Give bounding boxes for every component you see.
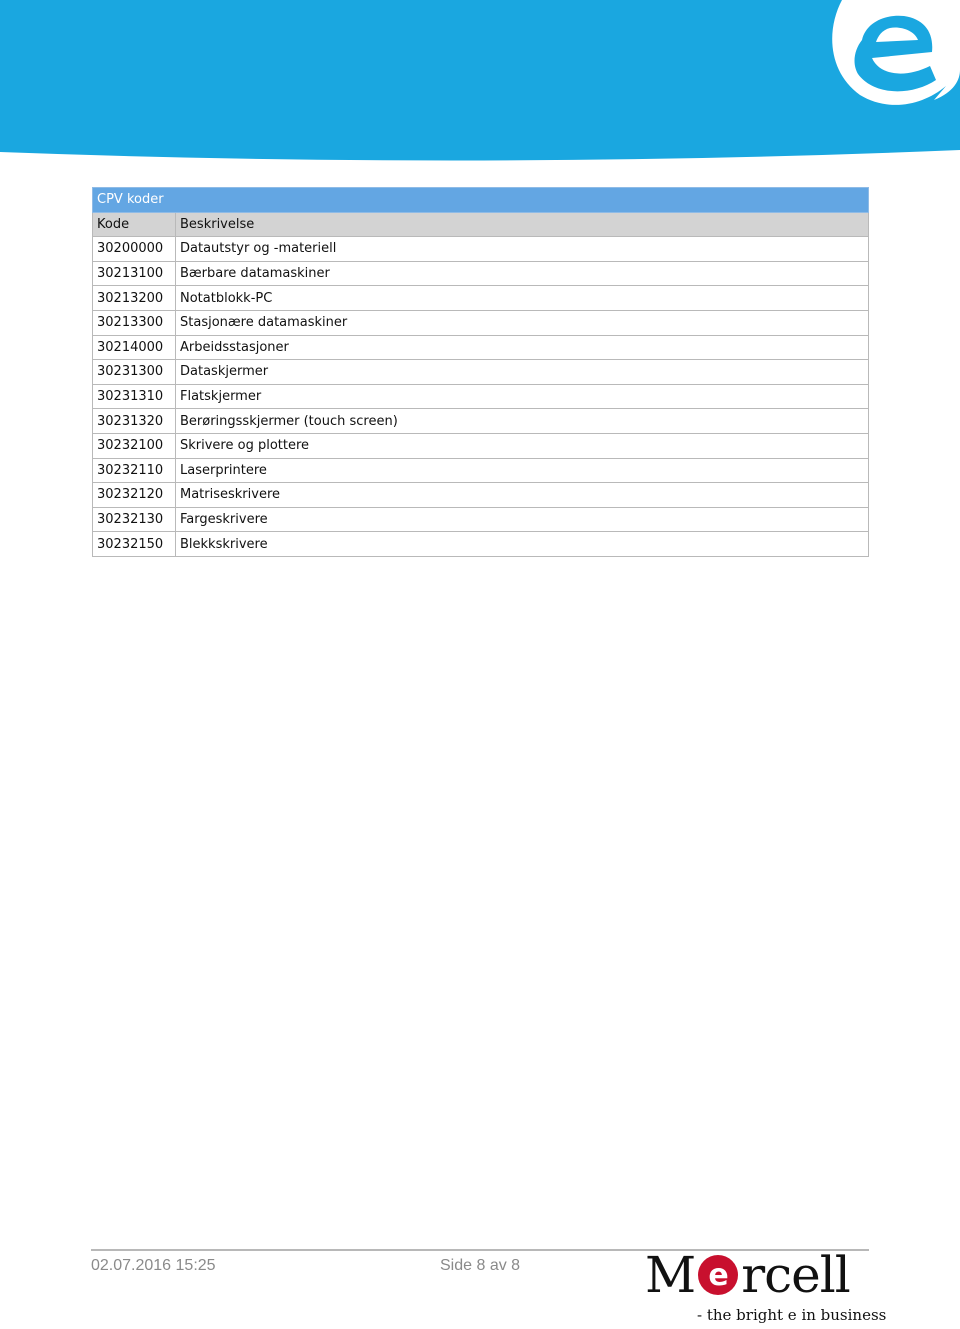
- column-header-code: Kode: [93, 212, 176, 237]
- table-row: [93, 433, 869, 458]
- cell-description: Fargeskrivere: [176, 507, 869, 532]
- logo-letter-m: M: [645, 1246, 696, 1304]
- cell-code: 30231310: [93, 384, 176, 409]
- logo-e-mark-icon: [697, 1254, 739, 1296]
- cell-description: Flatskjermer: [176, 384, 869, 409]
- cell-code: 30231300: [93, 360, 176, 385]
- logo-tagline: - the bright e in business: [697, 1306, 887, 1324]
- table-title: CPV koder: [93, 188, 869, 213]
- table-header-row: [93, 212, 869, 237]
- cell-description: Bærbare datamaskiner: [176, 261, 869, 286]
- table-row: [93, 261, 869, 286]
- cell-description: Datautstyr og -materiell: [176, 237, 869, 262]
- cell-code: 30213200: [93, 286, 176, 311]
- cell-code: 30232120: [93, 483, 176, 508]
- cell-description: Matriseskrivere: [176, 483, 869, 508]
- cell-description: Berøringsskjermer (touch screen): [176, 409, 869, 434]
- cell-code: 30200000: [93, 237, 176, 262]
- cell-code: 30232110: [93, 458, 176, 483]
- cell-code: 30213300: [93, 310, 176, 335]
- table-row: [93, 458, 869, 483]
- logo-mark-letter: e: [708, 1258, 728, 1293]
- cell-code: 30232100: [93, 433, 176, 458]
- column-header-description: Beskrivelse: [176, 212, 869, 237]
- table-row: [93, 237, 869, 262]
- table-row: [93, 384, 869, 409]
- cell-code: 30232130: [93, 507, 176, 532]
- table-row: [93, 532, 869, 557]
- cell-description: Laserprintere: [176, 458, 869, 483]
- company-logo: [645, 1246, 887, 1329]
- table-row: [93, 310, 869, 335]
- logo-letters-rest: rcell: [741, 1246, 850, 1304]
- cell-code: 30232150: [93, 532, 176, 557]
- cell-code: 30213100: [93, 261, 176, 286]
- cell-description: Skrivere og plottere: [176, 433, 869, 458]
- header-band: [0, 0, 960, 170]
- cell-description: Arbeidsstasjoner: [176, 335, 869, 360]
- logo-wordmark: [645, 1246, 850, 1304]
- table-row: [93, 409, 869, 434]
- cell-code: 30231320: [93, 409, 176, 434]
- footer-date: 02.07.2016 15:25: [91, 1257, 216, 1274]
- table-row: [93, 483, 869, 508]
- table-row: [93, 286, 869, 311]
- table-title-row: [93, 188, 869, 213]
- cell-description: Dataskjermer: [176, 360, 869, 385]
- header-background: [0, 0, 960, 170]
- cell-description: Stasjonære datamaskiner: [176, 310, 869, 335]
- table-row: [93, 335, 869, 360]
- footer-page-number: Side 8 av 8: [440, 1257, 521, 1274]
- table-row: [93, 507, 869, 532]
- cell-description: Blekkskrivere: [176, 532, 869, 557]
- table-row: [93, 360, 869, 385]
- cpv-table: [92, 187, 869, 557]
- cell-code: 30214000: [93, 335, 176, 360]
- cell-description: Notatblokk-PC: [176, 286, 869, 311]
